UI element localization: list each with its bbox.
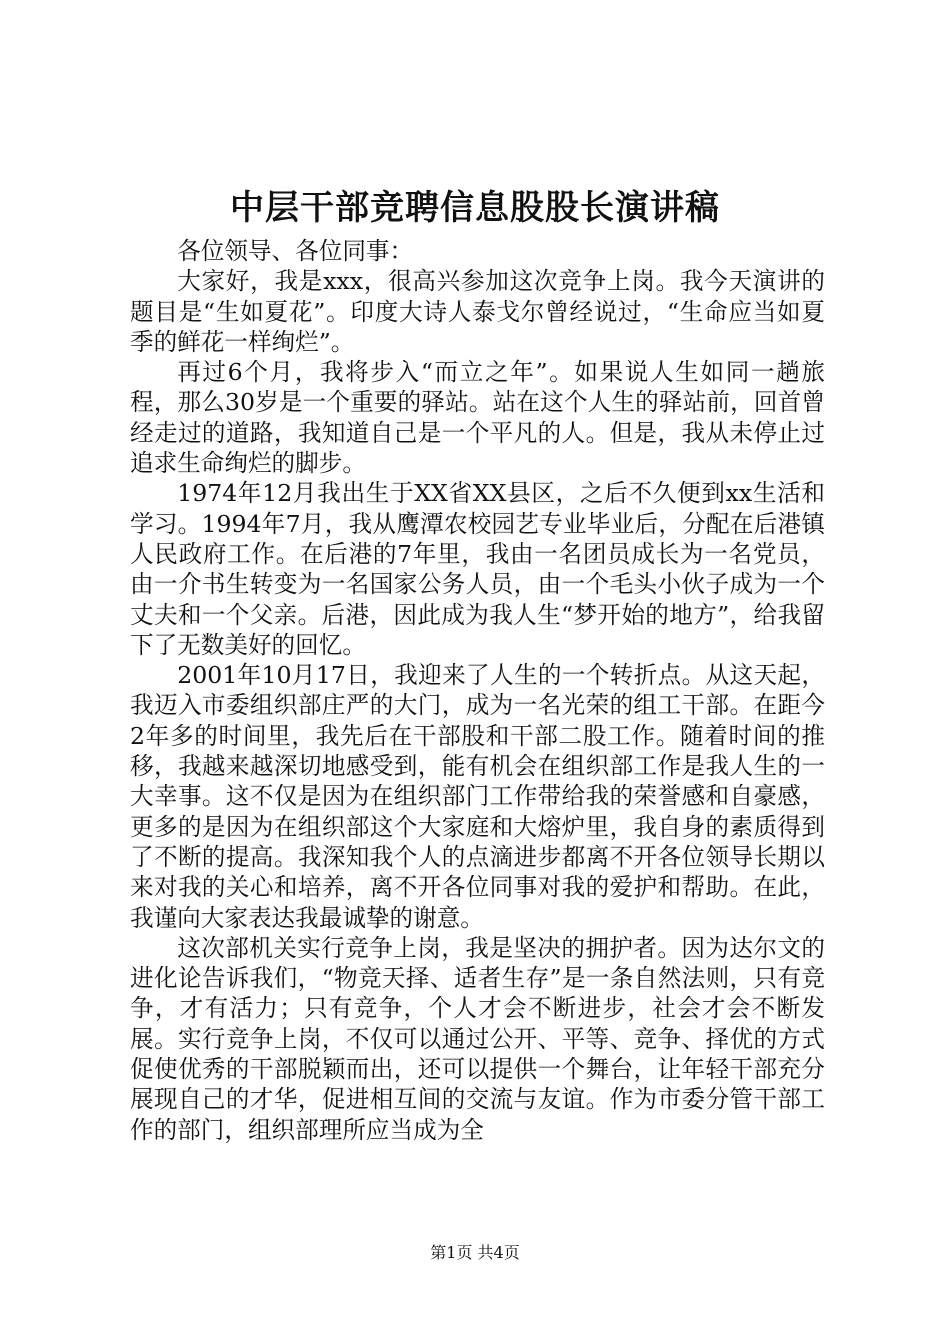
paragraph: 大家好，我是xxx，很高兴参加这次竞争上岗。我今天演讲的题目是“生如夏花”。印度大诗人泰戈尔曾经说过，“生命应当如夏季的鲜花一样绚烂”。 xyxy=(130,267,825,356)
paragraph: 再过6个月，我将步入“而立之年”。如果说人生如同一趟旅程，那么30岁是一个重要的驿站。站在这个人生的驿站前，回首曾经走过的道路，我知道自己是一个平凡的人。但是，我从未停止过追求生命绚烂的脚步。 xyxy=(130,358,825,478)
document-body xyxy=(130,236,825,1145)
paragraph: 2001年10月17日，我迎来了人生的一个转折点。从这天起，我迈入市委组织部庄严的大门，成为一名光荣的组工干部。在距今2年多的时间里，我先后在干部股和干部二股工作。随着时间的推移，我越来越深切地感受到，能有机会在组织部工作是我人生的一大幸事。这不仅是因为在组织部门工作带给我的荣誉感和自豪感，更多的是因为在组织部这个大家庭和大熔炉里，我自身的素质得到了不断的提高。我深知我个人的点滴进步都离不开各位领导长期以来对我的关心和培养，离不开各位同事对我的爱护和帮助。在此，我谨向大家表达我最诚挚的谢意。 xyxy=(130,661,825,932)
paragraph: 1974年12月我出生于XX省XX县区，之后不久便到xx生活和学习。1994年7月，我从鹰潭农校园艺专业毕业后，分配在后港镇人民政府工作。在后港的7年里，我由一名团员成长为一名党员，由一介书生转变为一名国家公务人员，由一个毛头小伙子成为一个丈夫和一个父亲。后港，因此成为我人生“梦开始的地方”，给我留下了无数美好的回忆。 xyxy=(130,479,825,659)
page-footer: 第1页 共4页 xyxy=(430,1243,520,1262)
salutation: 各位领导、各位同事： xyxy=(177,237,414,265)
document-title: 中层干部竞聘信息股股长演讲稿 xyxy=(230,188,720,228)
paragraph: 这次部机关实行竞争上岗，我是坚决的拥护者。因为达尔文的进化论告诉我们，“物竞天择、适者生存”是一条自然法则，只有竞争，才有活力；只有竞争，个人才会不断进步，社会才会不断发展。实行竞争上岗，不仅可以通过公开、平等、竞争、择优的方式促使优秀的干部脱颖而出，还可以提供一个舞台，让年轻干部充分展现自己的才华，促进相互间的交流与友谊。作为市委分管干部工作的部门，组织部理所应当成为全 xyxy=(130,933,825,1144)
